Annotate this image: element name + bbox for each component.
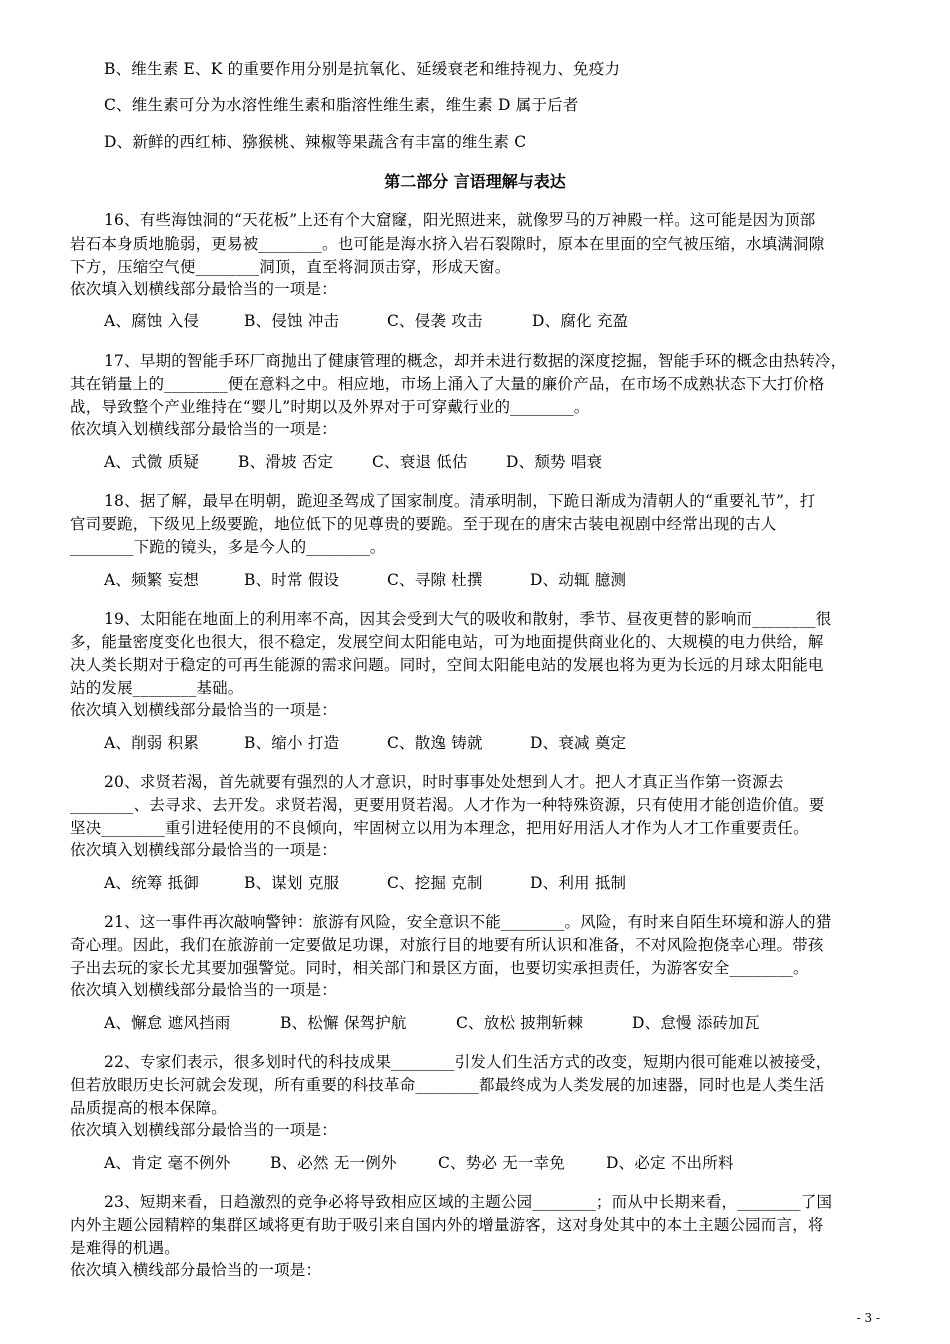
q21-line-2: 奇心理。因此，我们在旅游前一定要做足功课，对旅行目的地要有所认识和准备，不对风险抱侥幸心理。带孩 [70,936,824,954]
q19-line-3: 决人类长期对于稳定的可再生能源的需求问题。同时，空间太阳能电站的发展也将为更为长远的月球太阳能电 [70,656,824,674]
q17-choices [104,451,924,473]
q16-line-3: 下方，压缩空气便________洞顶，直至将洞顶击穿，形成天窗。 [70,258,511,276]
q21-choice-d: D、怠慢 添砖加瓦 [632,1014,760,1032]
q20-line-1: 20、求贤若渴，首先就要有强烈的人才意识，时时事事处处想到人才。把人才真正当作第一资源去 [104,773,784,791]
q19-choice-a: A、削弱 积累 [104,734,200,752]
prev-option-c: C、维生素可分为水溶性维生素和脂溶性维生素，维生素 D 属于后者 [104,96,579,114]
q16-choice-b: B、侵蚀 冲击 [244,312,340,330]
q20-choice-c: C、挖掘 克制 [387,874,483,892]
q20-prompt: 依次填入划横线部分最恰当的一项是： [70,841,337,859]
q16-line-1: 16、有些海蚀洞的“天花板”上还有个大窟窿，阳光照进来，就像罗马的万神殿一样。这可能是因为顶部 [104,211,816,229]
q21-choice-c: C、放松 披荆斩棘 [456,1014,584,1032]
q20-line-2: ________、去寻求、去开发。求贤若渴，更要用贤若渴。人才作为一种特殊资源，只有使用才能创造价值。要 [70,796,825,814]
q21-line-3: 子出去玩的家长尤其要加强警觉。同时，相关部门和景区方面，也要切实承担责任，为游客安全________。 [70,959,809,977]
q19-choices [104,732,924,754]
q17-choice-c: C、衰退 低估 [372,453,468,471]
q17-prompt: 依次填入划横线部分最恰当的一项是： [70,420,337,438]
q18-choice-d: D、动辄 臆测 [530,571,627,589]
q17-line-3: 战，导致整个产业维持在“婴儿”时期以及外界对于可穿戴行业的________。 [70,398,590,416]
q22-line-2: 但若放眼历史长河就会发现，所有重要的科技革命________都最终成为人类发展的加速器，同时也是人类生活 [70,1076,825,1094]
q18-line-2: 官司要跪，下级见上级要跪，地位低下的见尊贵的要跪。至于现在的唐宋古装电视剧中经常出现的古人 [70,515,777,533]
q18-choice-c: C、寻隙 杜撰 [387,571,483,589]
q22-choice-a: A、肯定 毫不例外 [104,1154,231,1172]
q17-choice-d: D、颓势 唱衰 [506,453,603,471]
q21-choice-a: A、懈怠 遮风挡雨 [104,1014,231,1032]
q16-prompt: 依次填入划横线部分最恰当的一项是： [70,280,337,298]
q18-line-1: 18、据了解，最早在明朝，跪迎圣驾成了国家制度。清承明制，下跪日渐成为清朝人的“重要礼节”，打 [104,492,816,510]
q17-choice-b: B、滑坡 否定 [238,453,334,471]
q20-choice-b: B、谋划 克服 [244,874,340,892]
q20-line-3: 坚决________重引进轻使用的不良倾向，牢固树立以用为本理念，把用好用活人才作为人才工作重要责任。 [70,819,809,837]
q19-line-2: 多，能量密度变化也很大，很不稳定，发展空间太阳能电站，可为地面提供商业化的、大规模的电力供给，解 [70,633,824,651]
q16-choice-d: D、腐化 充盈 [532,312,629,330]
q22-prompt: 依次填入划横线部分最恰当的一项是： [70,1121,337,1139]
q19-choice-b: B、缩小 打造 [244,734,340,752]
q20-choice-d: D、利用 抵制 [530,874,627,892]
q22-choice-d: D、必定 不出所料 [606,1154,734,1172]
q18-choices [104,569,924,591]
q22-line-1: 22、专家们表示，很多划时代的科技成果________引发人们生活方式的改变，短期内很可能难以被接受， [104,1053,832,1071]
q17-choice-a: A、式微 质疑 [104,453,200,471]
section-title: 第二部分 言语理解与表达 [384,172,566,191]
q19-choice-c: C、散逸 铸就 [387,734,483,752]
page-number: - 3 - [856,1311,880,1325]
q16-choice-a: A、腐蚀 入侵 [104,312,200,330]
q23-prompt: 依次填入横线部分最恰当的一项是： [70,1261,322,1279]
q16-choices [104,310,924,332]
q21-choices [104,1012,924,1034]
q22-choice-c: C、势必 无一幸免 [438,1154,566,1172]
q22-choice-b: B、必然 无一例外 [270,1154,397,1172]
q18-choice-b: B、时常 假设 [244,571,340,589]
q19-prompt: 依次填入划横线部分最恰当的一项是： [70,701,337,719]
q16-choice-c: C、侵袭 攻击 [387,312,483,330]
prev-option-d: D、新鲜的西红柿、猕猴桃、辣椒等果蔬含有丰富的维生素 C [104,133,527,151]
q22-line-3: 品质提高的根本保障。 [70,1099,228,1117]
q21-prompt: 依次填入划横线部分最恰当的一项是： [70,981,337,999]
q23-line-1: 23、短期来看，日趋激烈的竞争必将导致相应区域的主题公园________；而从中长期来看，________了国 [104,1193,833,1211]
q18-line-3: ________下跪的镜头，多是今人的________。 [70,538,386,556]
q20-choices [104,872,924,894]
q19-line-4: 站的发展________基础。 [70,679,244,697]
q18-choice-a: A、频繁 妄想 [104,571,200,589]
q16-line-2: 岩石本身质地脆弱，更易被________。也可能是海水挤入岩石裂隙时，原本在里面的空气被压缩，水填满洞隙 [70,235,825,253]
q23-line-3: 是难得的机遇。 [70,1239,180,1257]
q17-line-2: 其在销量上的________便在意料之中。相应地，市场上涌入了大量的廉价产品，在市场不成熟状态下大打价格 [70,375,825,393]
q22-choices [104,1152,924,1174]
prev-option-b: B、维生素 E、K 的重要作用分别是抗氧化、延缓衰老和维持视力、免疫力 [104,60,621,78]
q20-choice-a: A、统筹 抵御 [104,874,200,892]
q21-line-1: 21、这一事件再次敲响警钟：旅游有风险，安全意识不能________。风险，有时来自陌生环境和游人的猎 [104,913,832,931]
q21-choice-b: B、松懈 保驾护航 [280,1014,407,1032]
q23-line-2: 内外主题公园精粹的集群区域将更有助于吸引来自国内外的增量游客，这对身处其中的本土主题公园而言，将 [70,1216,824,1234]
q19-choice-d: D、衰减 奠定 [530,734,627,752]
q19-line-1: 19、太阳能在地面上的利用率不高，因其会受到大气的吸收和散射，季节、昼夜更替的影响而________很 [104,610,832,628]
q17-line-1: 17、早期的智能手环厂商抛出了健康管理的概念，却并未进行数据的深度挖掘，智能手环的概念由热转冷， [104,352,847,370]
